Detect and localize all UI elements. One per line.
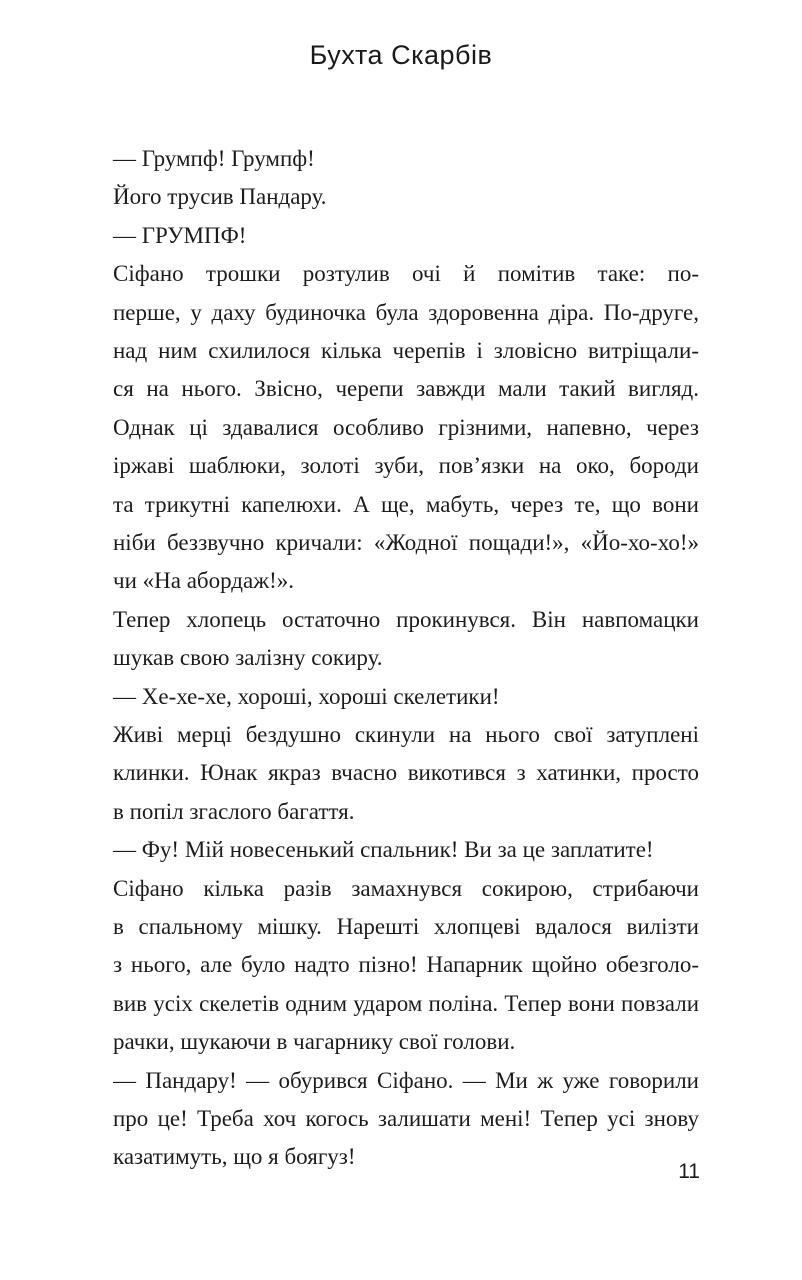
text-line: Його трусив Пандару.: [113, 184, 327, 210]
text-line: клинки. Юнак якраз вчасно викотився з хатинки, просто: [113, 760, 699, 786]
text-line: — Грумпф! Грумпф!: [113, 146, 315, 171]
text-line: Живі мерці бездушно скинули на нього свої затуплені: [113, 721, 699, 747]
running-title: Бухта Скарбів: [309, 40, 493, 70]
text-line: Тепер хлопець остаточно прокинувся. Він навпомацки: [113, 606, 699, 632]
text-line: з нього, але було надто пізно! Напарник щойно обезголо-: [113, 952, 699, 978]
text-line: про це! Треба хоч когось залишати мені! Тепер усі знову: [113, 1105, 699, 1131]
text-line: ніби беззвучно кричали: «Жодної пощади!», «Йо-хо-хо!»: [113, 529, 699, 555]
page-number: 11: [678, 1160, 700, 1183]
text-line: — Пандару! — обурився Сіфано. — Ми ж уже говорили: [113, 1067, 699, 1093]
text-line: Однак ці здавалися особливо грізними, напевно, через: [113, 414, 699, 440]
body-text: [113, 140, 699, 1177]
text-line: в спальному мішку. Нарешті хлопцеві вдалося вилізти: [113, 913, 699, 939]
text-line: Сіфано трошки розтулив очі й помітив таке: по-: [113, 261, 699, 287]
text-line: ся на нього. Звісно, черепи завжди мали такий вигляд.: [113, 376, 699, 402]
text-line: — ГРУМПФ!: [113, 222, 247, 248]
text-line: в попіл згаслого багаття.: [113, 798, 355, 824]
text-line: іржаві шаблюки, золоті зуби, пов’язки на око, бороди: [113, 453, 699, 479]
text-line: казатимуть, що я боягуз!: [113, 1144, 356, 1170]
text-line: та трикутні капелюхи. А ще, мабуть, через те, що вони: [113, 491, 699, 517]
text-line: — Фу! Мій новесенький спальник! Ви за це заплатите!: [113, 837, 654, 863]
text-line: рачки, шукаючи в чагарнику свої голови.: [113, 1029, 516, 1055]
text-line: чи «На абордаж!».: [113, 568, 295, 594]
text-line: Сіфано кілька разів замахнувся сокирою, стрибаючи: [113, 875, 699, 901]
text-line: вив усіх скелетів одним ударом поліна. Тепер вони повзали: [113, 990, 699, 1016]
text-line: над ним схилилося кілька черепів і зловісно витріщали-: [113, 338, 699, 363]
text-line: — Хе-хе-хе, хороші, хороші скелетики!: [113, 683, 500, 709]
text-line: шукав свою залізну сокиру.: [113, 645, 383, 671]
text-line: перше, у даху будиночка була здоровенна діра. По-друге,: [113, 299, 699, 325]
